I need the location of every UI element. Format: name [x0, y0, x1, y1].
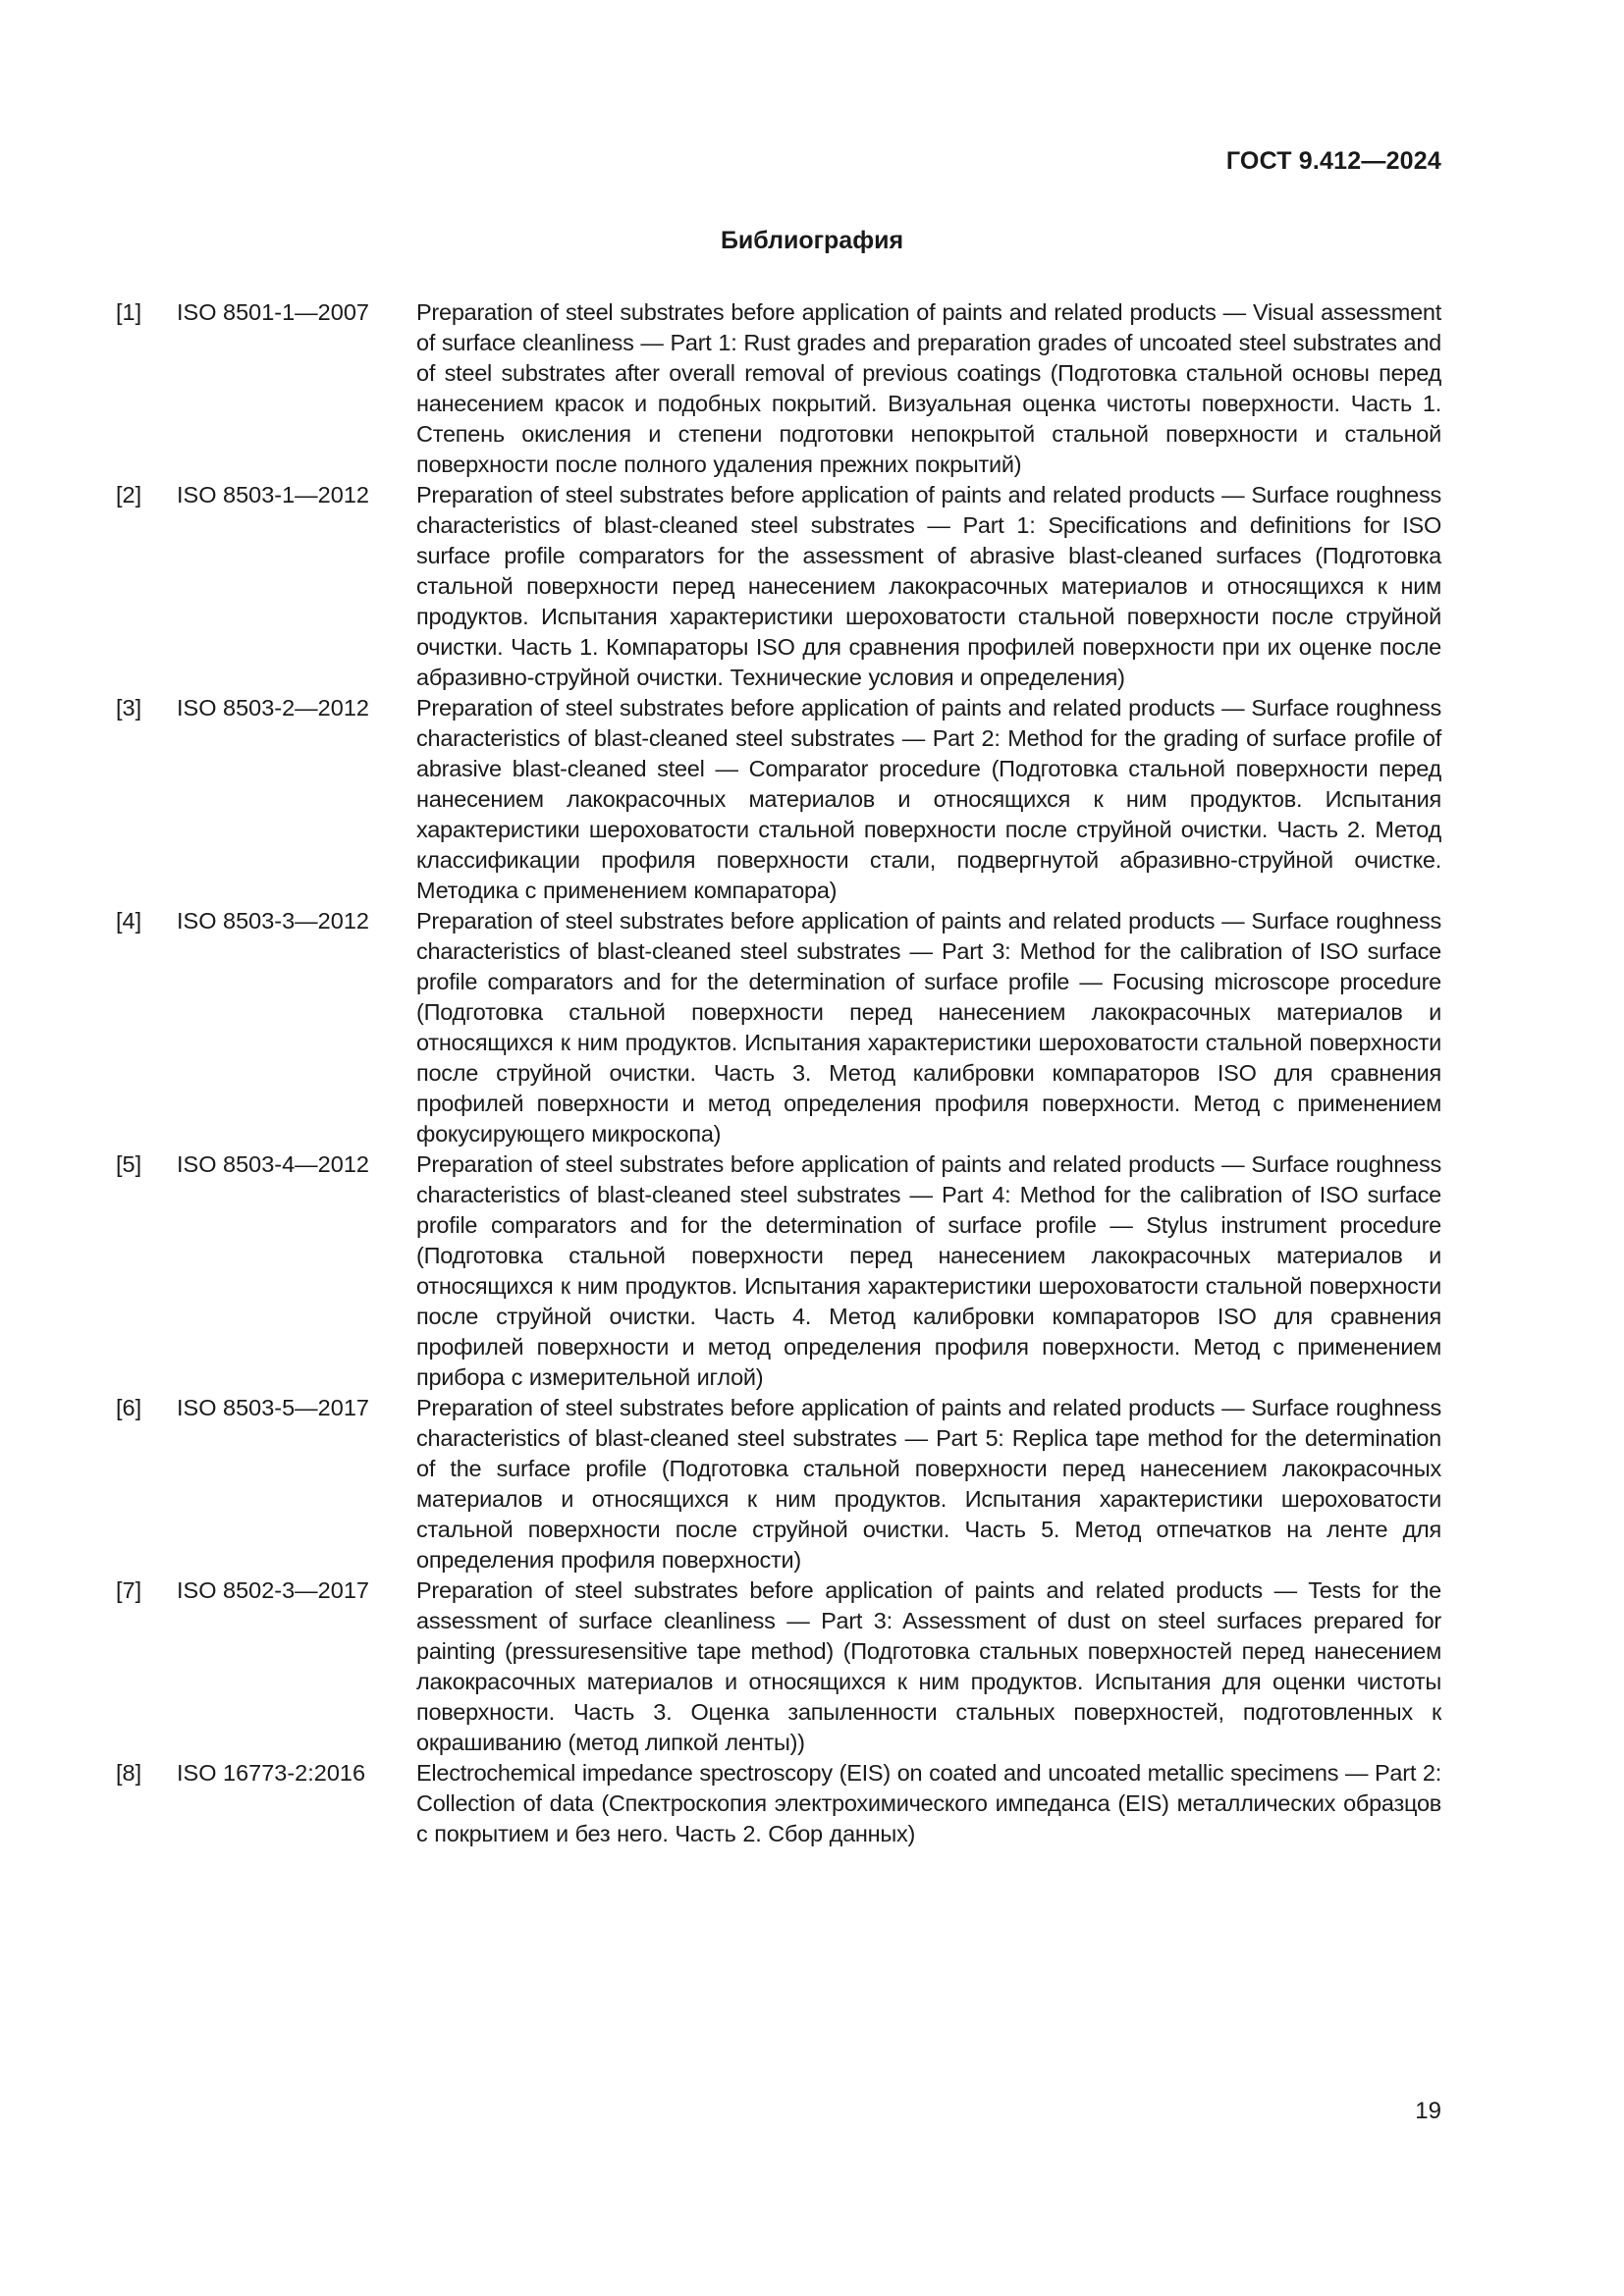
entry-number: [4] — [116, 908, 142, 934]
entry-title: Preparation of steel substrates before application of paints and related products — Surface roughness characteristics of blast-cleaned steel substrates — Part 1: Specifications and definitions for ISO surface profile comparators for the assessment of abrasive blast-cleaned surfaces (Подготовка стальной поверхности перед нанесением лакокрасочных материалов и относящихся к ним продуктов. Испытания характеристики шероховатости стальной поверхности после струйной очистки. Часть 1. Компараторы ISO для сравнения профилей поверхности при их оценке после абразивно-струйной очистки. Технические условия и определения) — [416, 482, 1441, 690]
entry-number: [6] — [116, 1395, 142, 1420]
entry-number: [5] — [116, 1151, 142, 1177]
bibliography-entry-6 — [116, 1393, 1441, 1575]
bibliography-entry-5 — [116, 1149, 1441, 1393]
standard-designation: ISO 8503-4—2012 — [177, 1151, 369, 1177]
entry-number: [8] — [116, 1760, 142, 1786]
bibliography-entry-2 — [116, 480, 1441, 693]
entry-title: Preparation of steel substrates before application of paints and related products — Surface roughness characteristics of blast-cleaned steel substrates — Part 2: Method for the grading of surface profile of abrasive blast-cleaned steel — Comparator procedure (Подготовка стальной поверхности перед нанесением лакокрасочных материалов и относящихся к ним продуктов. Испытания характеристики шероховатости стальной поверхности после струйной очистки. Часть 2. Метод классификации профиля поверхности стали, подвергнутой абразивно-струйной очистке. Методика с применением компаратора) — [416, 695, 1441, 903]
bibliography-entry-8 — [116, 1758, 1441, 1849]
entry-title: Preparation of steel substrates before application of paints and related products — Surface roughness characteristics of blast-cleaned steel substrates — Part 4: Method for the calibration of ISO surface profile comparators and for the determination of surface profile — Stylus instrument procedure (Подготовка стальной поверхности перед нанесением лакокрасочных материалов и относящихся к ним продуктов. Испытания характеристики шероховатости стальной поверхности после струйной очистки. Часть 4. Метод калибровки компараторов ISO для сравнения профилей поверхности и метод определения профиля поверхности. Метод с применением прибора с измерительной иглой) — [416, 1151, 1441, 1390]
standard-designation: ISO 8503-5—2017 — [177, 1395, 369, 1420]
standard-designation: ISO 8501-1—2007 — [177, 299, 369, 325]
entry-number: [3] — [116, 695, 142, 721]
entry-number: [7] — [116, 1577, 142, 1603]
entry-number: [2] — [116, 482, 142, 507]
bibliography-entry-7 — [116, 1575, 1441, 1758]
page-number: 19 — [1415, 2098, 1441, 2124]
standard-designation: ISO 8503-3—2012 — [177, 908, 369, 934]
standard-designation: ISO 8502-3—2017 — [177, 1577, 369, 1603]
entry-number: [1] — [116, 299, 142, 325]
bibliography-entry-1 — [116, 297, 1441, 480]
section-title: Библиография — [720, 227, 904, 254]
entry-title: Electrochemical impedance spectroscopy (EIS) on coated and uncoated metallic specimens — Part 2: Collection of data (Спектроскопия электрохимического импеданса (EIS) металлических образцов с покрытием и без него. Часть 2. Сбор данных) — [416, 1760, 1441, 1846]
document-code: ГОСТ 9.412—2024 — [1225, 147, 1441, 175]
entry-title: Preparation of steel substrates before application of paints and related products — Visual assessment of surface cleanliness — Part 1: Rust grades and preparation grades of uncoated steel substrates and of steel substrates after overall removal of previous coatings (Подготовка стальной основы перед нанесением красок и подобных покрытий. Визуальная оценка чистоты поверхности. Часть 1. Степень окисления и степени подготовки непокрытой стальной поверхности и стальной поверхности после полного удаления прежних покрытий) — [416, 299, 1441, 477]
standard-designation: ISO 8503-2—2012 — [177, 695, 369, 721]
standard-designation: ISO 8503-1—2012 — [177, 482, 369, 507]
standard-designation: ISO 16773-2:2016 — [177, 1760, 366, 1786]
entry-title: Preparation of steel substrates before application of paints and related products — Surface roughness characteristics of blast-cleaned steel substrates — Part 3: Method for the calibration of ISO surface profile comparators and for the determination of surface profile — Focusing microscope procedure (Подготовка стальной поверхности перед нанесением лакокрасочных материалов и относящихся к ним продуктов. Испытания характеристики шероховатости стальной поверхности после струйной очистки. Часть 3. Метод калибровки компараторов ISO для сравнения профилей поверхности и метод определения профиля поверхности. Метод с применением фокусирующего микроскопа) — [416, 908, 1441, 1147]
entry-title: Preparation of steel substrates before application of paints and related products — Tests for the assessment of surface cleanliness — Part 3: Assessment of dust on steel surfaces prepared for painting (pressuresensitive tape method) (Подготовка стальных поверхностей перед нанесением лакокрасочных материалов и относящихся к ним продуктов. Испытания для оценки чистоты поверхности. Часть 3. Оценка запыленности стальных поверхностей, подготовленных к окрашиванию (метод липкой ленты)) — [416, 1577, 1441, 1755]
entry-title: Preparation of steel substrates before application of paints and related products — Surface roughness characteristics of blast-cleaned steel substrates — Part 5: Replica tape method for the determination of the surface profile (Подготовка стальной поверхности перед нанесением лакокрасочных материалов и относящихся к ним продуктов. Испытания характеристики шероховатости стальной поверхности после струйной очистки. Часть 5. Метод отпечатков на ленте для определения профиля поверхности) — [416, 1395, 1441, 1573]
bibliography-entry-3 — [116, 693, 1441, 906]
bibliography-entry-4 — [116, 906, 1441, 1149]
bibliography-list — [116, 297, 1441, 1849]
